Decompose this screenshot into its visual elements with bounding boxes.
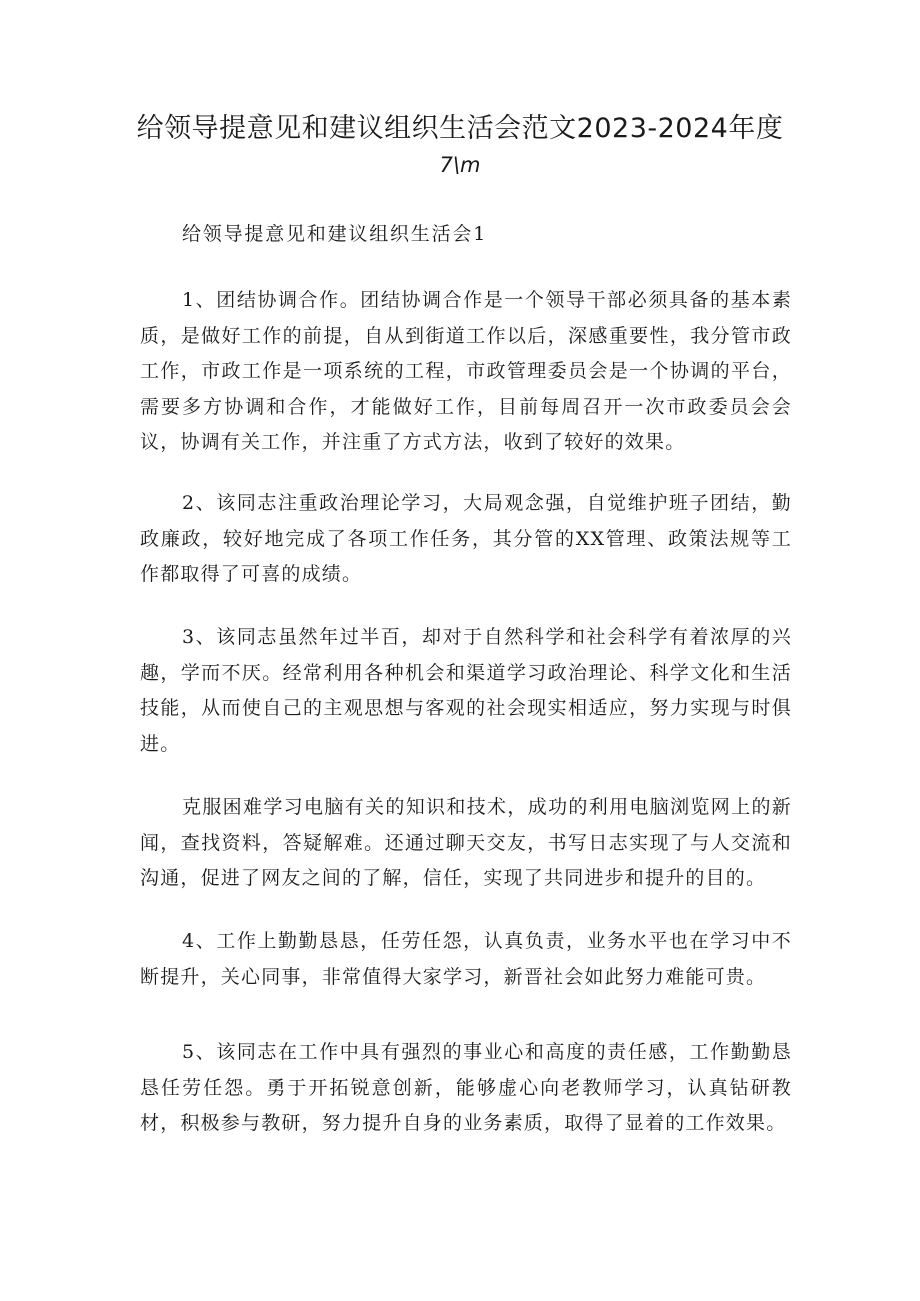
document-title: 给领导提意见和建议组织生活会范文2023-2024年度 [136,113,784,144]
paragraph-2: 2、该同志注重政治理论学习，大局观念强，自觉维护班子团结，勤政廉政，较好地完成了各项工作任务，其分管的XX管理、政策法规等工作都取得了可喜的成绩。 [140,492,792,586]
paragraph-4: 克服困难学习电脑有关的知识和技术，成功的利用电脑浏览网上的新闻，查找资料，答疑解难。还通过聊天交友，书写日志实现了与人交流和沟通，促进了网友之间的了解，信任，实现了共同进步和提升的目的。 [140,796,792,890]
paragraph-3: 3、该同志虽然年过半百，却对于自然科学和社会科学有着浓厚的兴趣，学而不厌。经常利用各种机会和渠道学习政治理论、科学文化和生活技能，从而使自己的主观思想与客观的社会现实相适应，努力实现与时俱进。 [140,626,792,755]
paragraph-1: 1、团结协调合作。团结协调合作是一个领导干部必须具备的基本素质，是做好工作的前提，自从到街道工作以后，深感重要性，我分管市政工作，市政工作是一项系统的工程，市政管理委员会是一个协调的平台，需要多方协调和合作，才能做好工作，目前每周召开一次市政委员会会议，协调有关工作，并注重了方式方法，收到了较好的效果。 [140,289,792,454]
document-subtitle: 7\m [439,153,481,177]
section-heading: 给领导提意见和建议组织生活会1 [182,223,488,245]
paragraph-6: 5、该同志在工作中具有强烈的事业心和高度的责任感，工作勤勤恳恳任劳任怨。勇于开拓锐意创新，能够虚心向老教师学习，认真钻研教材，积极参与教研，努力提升自身的业务素质，取得了显着的工作效果。 [140,1041,792,1135]
paragraph-5: 4、工作上勤勤恳恳，任劳任怨，认真负责，业务水平也在学习中不断提升，关心同事，非常值得大家学习，新晋社会如此努力难能可贵。 [140,930,792,988]
